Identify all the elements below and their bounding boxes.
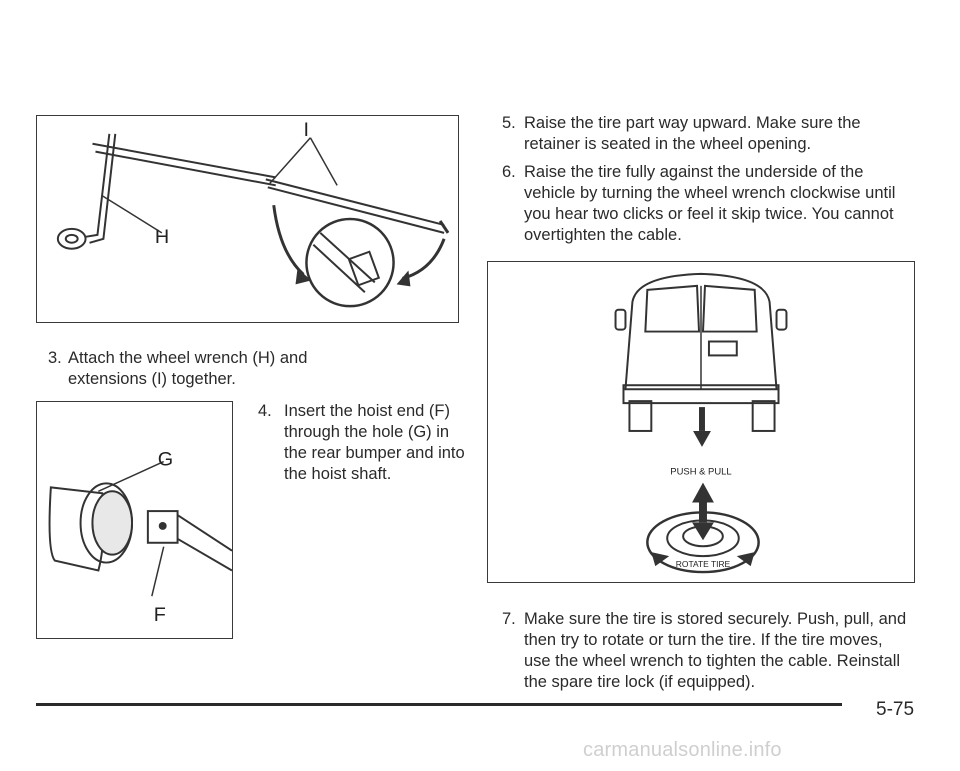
step-text: Make sure the tire is stored securely. Push, pull, and then try to rotate or turn the tire. If the tire moves, use the wheel wrench to tighten the cable. Reinstall the spare tire lock (if equipped). xyxy=(524,610,907,691)
push-pull-label: PUSH & PULL xyxy=(670,466,732,478)
step-5 xyxy=(502,113,902,155)
step-text: Attach the wheel wrench (H) and extensions (I) together. xyxy=(68,349,308,388)
page-number: 5-75 xyxy=(876,699,915,720)
van-tire-figure xyxy=(487,261,915,583)
label-g: G xyxy=(157,448,174,471)
step-text: Raise the tire part way upward. Make sure the retainer is seated in the wheel opening. xyxy=(524,114,861,153)
step-6 xyxy=(502,162,902,246)
step-text: Raise the tire fully against the underside of the vehicle by turning the wheel wrench clockwise until you hear two clicks or feel it skip twice. You cannot overtighten the cable. xyxy=(524,163,896,244)
watermark: carmanualsonline.info xyxy=(583,739,782,761)
step-text: Insert the hoist end (F) through the hole (G) in the rear bumper and into the hoist shaft. xyxy=(284,402,465,483)
step-number: 5. xyxy=(502,114,516,132)
wrench-extensions-figure xyxy=(36,115,459,323)
step-number: 6. xyxy=(502,163,516,181)
van-tire-illustration xyxy=(488,262,914,582)
step-4 xyxy=(258,401,468,485)
label-i: I xyxy=(303,118,309,141)
step-7 xyxy=(502,609,912,693)
step-number: 7. xyxy=(502,610,516,628)
step-number: 4. xyxy=(258,402,272,420)
label-f: F xyxy=(153,603,166,626)
footer-rule xyxy=(36,703,842,706)
label-h: H xyxy=(154,225,170,248)
step-3 xyxy=(48,348,388,390)
wrench-extensions-illustration xyxy=(37,116,458,322)
rotate-tire-label: ROTATE TIRE xyxy=(675,559,731,570)
hoist-bumper-figure xyxy=(36,401,233,639)
step-number: 3. xyxy=(48,349,62,367)
hoist-bumper-illustration xyxy=(37,402,232,638)
